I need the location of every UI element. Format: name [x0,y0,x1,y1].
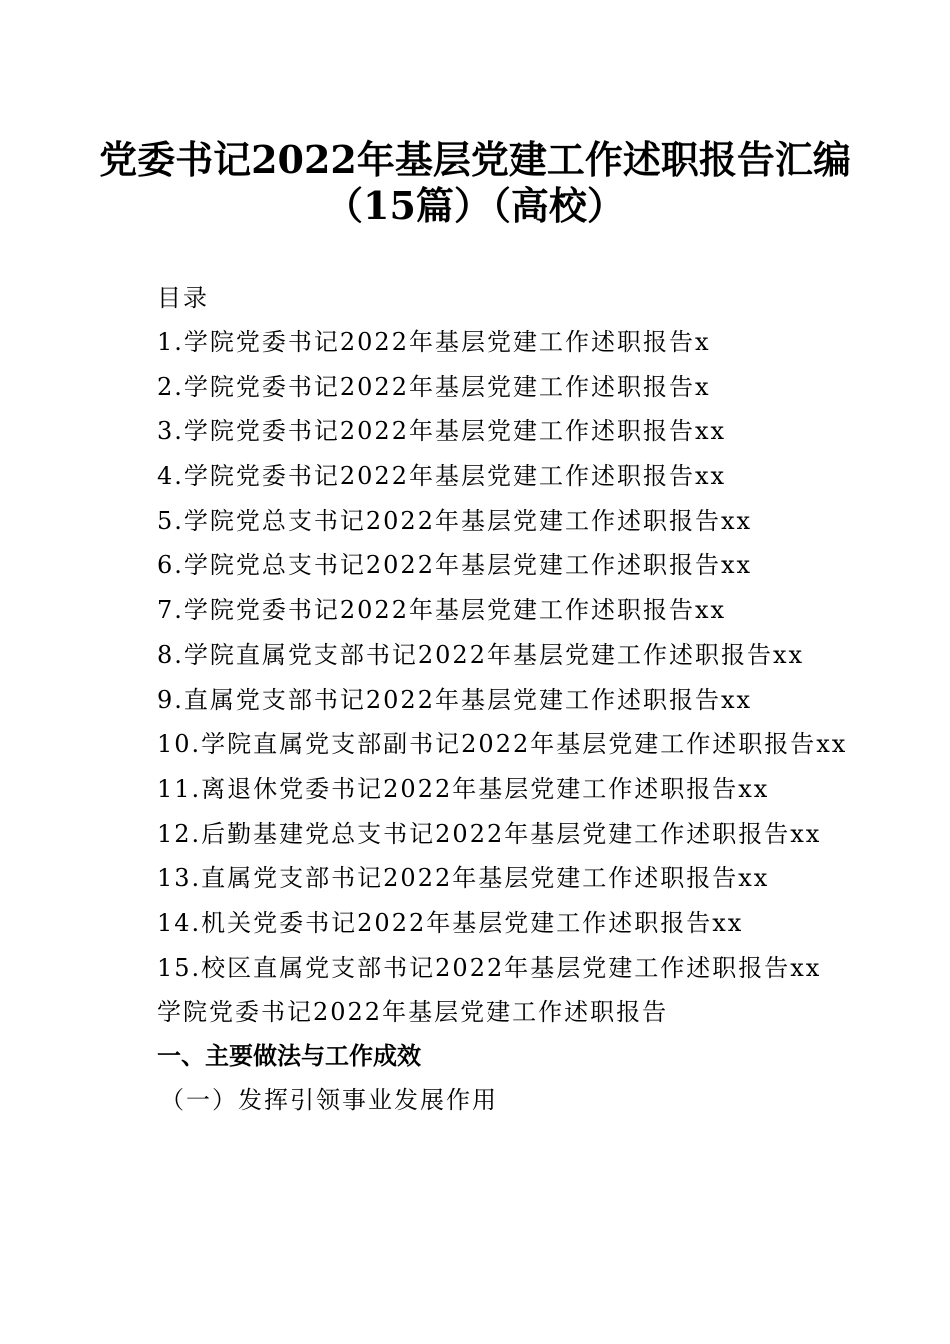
toc-item-9: 9.直属党支部书记2022年基层党建工作述职报告xx [157,685,753,714]
subsection-heading: （一）发挥引领事业发展作用 [160,1086,498,1114]
table-of-contents [157,327,847,997]
toc-item-14: 14.机关党委书记2022年基层党建工作述职报告xx [157,908,744,937]
toc-item-15: 15.校区直属党支部书记2022年基层党建工作述职报告xx [157,953,822,982]
toc-item-4: 4.学院党委书记2022年基层党建工作述职报告xx [157,462,727,491]
toc-item-12: 12.后勤基建党总支书记2022年基层党建工作述职报告xx [157,819,822,848]
section-heading: 一、主要做法与工作成效 [157,1042,421,1070]
toc-item-1: 1.学院党委书记2022年基层党建工作述职报告x [157,328,711,356]
toc-item-10: 10.学院直属党支部副书记2022年基层党建工作述职报告xx [157,730,848,759]
toc-item-5: 5.学院党总支书记2022年基层党建工作述职报告xx [157,506,753,535]
document-title-line1: 党委书记2022年基层党建工作述职报告汇编 [99,137,851,182]
toc-item-11: 11.离退休党委书记2022年基层党建工作述职报告xx [157,774,770,803]
document-title-line2: （15篇）（高校） [325,183,625,228]
toc-item-8: 8.学院直属党支部书记2022年基层党建工作述职报告xx [157,640,805,669]
toc-item-7: 7.学院党委书记2022年基层党建工作述职报告xx [157,596,727,625]
toc-item-13: 13.直属党支部书记2022年基层党建工作述职报告xx [157,864,770,893]
toc-item-6: 6.学院党总支书记2022年基层党建工作述职报告xx [157,551,753,580]
report-title: 学院党委书记2022年基层党建工作述职报告 [157,998,669,1026]
toc-item-2: 2.学院党委书记2022年基层党建工作述职报告x [157,372,711,401]
toc-item-3: 3.学院党委书记2022年基层党建工作述职报告xx [157,417,727,446]
toc-label: 目录 [157,284,209,312]
